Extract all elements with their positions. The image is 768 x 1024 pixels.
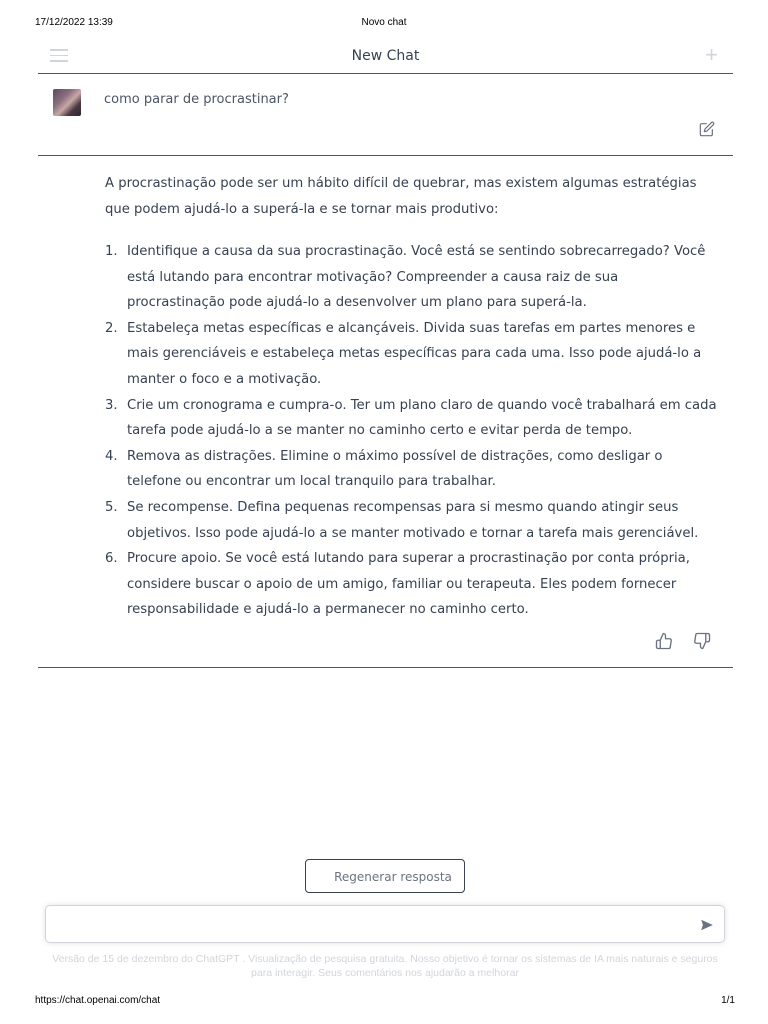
list-item-text: Identifique a causa da sua procrastinação. Você está se sentindo sobrecarregado? Você está lutando para encontrar motivação? Compreender a causa raiz de sua procrastinação pode ajudá-lo a desenvolver um plano para superá-la. <box>127 244 706 311</box>
print-page-number: 1/1 <box>721 995 735 1006</box>
list-item-number: 3. <box>105 397 118 413</box>
list-item <box>105 444 717 495</box>
print-header <box>0 17 768 31</box>
list-item-number: 1. <box>105 244 118 259</box>
list-item-text: Crie um cronograma e cumpra-o. Ter um plano claro de quando você trabalhará em cada tarefa pode ajudá-lo a se manter no caminho certo e evitar perda de tempo. <box>127 397 717 439</box>
list-item <box>105 239 717 316</box>
regenerate-response-button[interactable]: Regenerar resposta <box>305 859 465 893</box>
plus-icon[interactable]: + <box>705 42 718 67</box>
list-item-text: Estabeleça metas específicas e alcançáveis. Divida suas tarefas em partes menores e mais gerenciáveis e estabeleça metas específicas para cada uma. Isso pode ajudá-lo a manter o foco e a motivação. <box>127 320 702 387</box>
chat-topbar <box>38 40 733 74</box>
list-item-number: 2. <box>105 320 118 336</box>
avatar <box>53 89 81 116</box>
list-item <box>105 495 717 546</box>
send-icon[interactable] <box>700 918 714 932</box>
edit-icon[interactable] <box>699 121 715 137</box>
feedback-controls <box>655 632 715 650</box>
print-doc-title: Novo chat <box>361 17 407 28</box>
list-item <box>105 393 717 444</box>
user-message <box>38 74 733 156</box>
list-item <box>105 316 717 393</box>
list-item-number: 6. <box>105 551 118 567</box>
list-item-number: 5. <box>105 499 118 515</box>
thumbs-up-icon[interactable] <box>655 632 673 650</box>
print-datetime: 17/12/2022 13:39 <box>35 17 113 28</box>
user-message-text: como parar de procrastinar? <box>104 92 289 107</box>
thumbs-down-icon[interactable] <box>693 632 711 650</box>
list-item-text: Procure apoio. Se você está lutando para superar a procrastinação por conta própria, considere buscar o apoio de um amigo, familiar ou terapeuta. Eles podem fornecer responsabilidade e ajudá-lo a permanecer no caminho certo. <box>127 551 690 618</box>
list-item-text: Se recompense. Defina pequenas recompensas para si mesmo quando atingir seus objetivos. Isso pode ajudá-lo a se manter motivado e tornar a tarefa mais gerenciável. <box>127 499 699 541</box>
message-input[interactable] <box>45 905 725 943</box>
list-item-number: 4. <box>105 448 118 464</box>
assistant-intro: A procrastinação pode ser um hábito difícil de quebrar, mas existem algumas estratégias que podem ajudá-lo a superá-la e se tornar mais produtivo: <box>105 176 697 217</box>
print-url: https://chat.openai.com/chat <box>35 995 161 1006</box>
print-footer <box>0 995 768 1009</box>
disclaimer-text: Versão de 15 de dezembro do ChatGPT . Visualização de pesquisa gratuita. Nosso objetivo é tornar os sistemas de IA mais naturais e seguros para interagir. Seus comentários nos ajudarão a melhorar <box>52 953 718 979</box>
list-item <box>105 546 717 623</box>
chat-title: New Chat <box>351 48 420 64</box>
assistant-message <box>38 156 733 668</box>
strategy-list <box>105 239 717 623</box>
list-item-text: Remova as distrações. Elimine o máximo possível de distrações, como desligar o telefone ou encontrar um local tranquilo para trabalhar. <box>127 448 663 490</box>
